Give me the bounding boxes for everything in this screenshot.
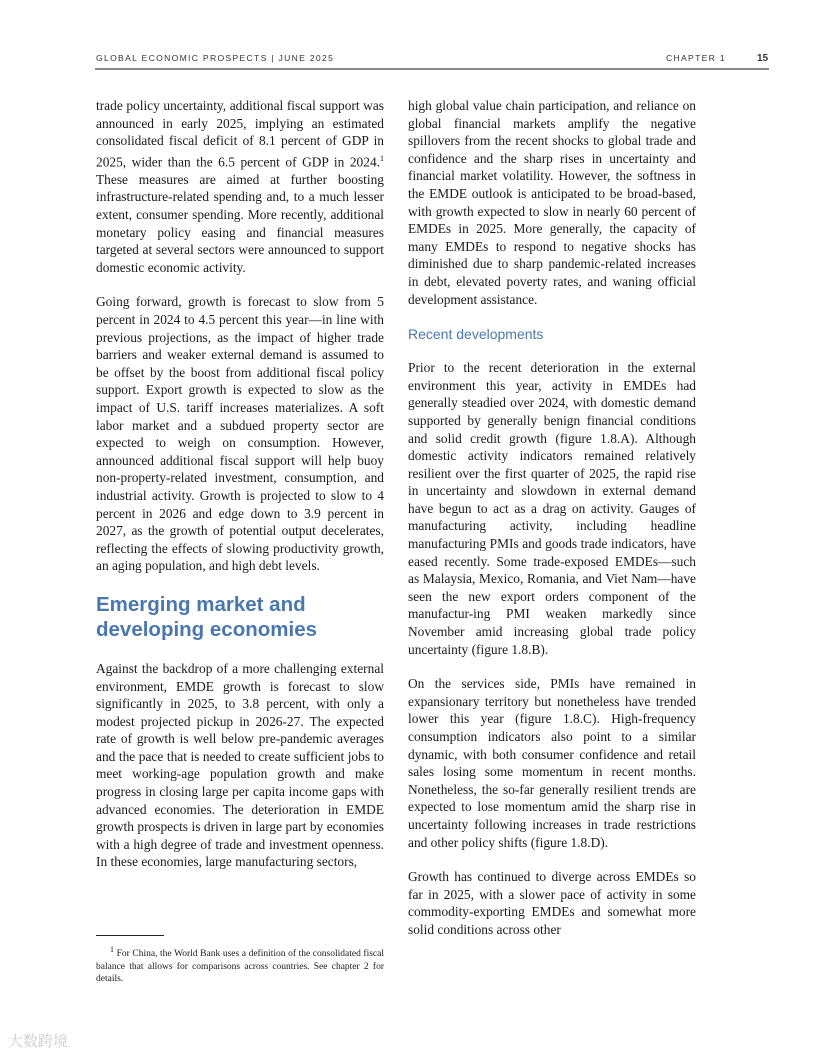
watermark-logo: 大数跨境 xyxy=(8,1032,69,1050)
page-number: 15 xyxy=(757,53,769,64)
text: These measures are aimed at further boosting infrastructure-related spending and, to a much lesser extent, consumer spending. More recently, additional monetary policy easing and financial measures targeted at several sectors were announced to support domestic economic activity. xyxy=(96,171,384,275)
paragraph: Growth has continued to diverge across EMDEs so far in 2025, with a slower pace of activity in some commodity-exporting EMDEs and somewhat more solid conditions across other xyxy=(408,869,696,937)
running-header: GLOBAL ECONOMIC PROSPECTS | JUNE 2025 xyxy=(96,53,335,63)
section-heading: Emerging market and developing economies xyxy=(96,592,317,641)
text: trade policy uncertainty, additional fiscal support was announced in early 2025, implying an estimated consolidated fiscal deficit of 8.1 percent of GDP in 2025, wider than the 6.5 percent of GDP in 2024. xyxy=(96,98,384,170)
paragraph xyxy=(96,97,384,276)
footnote-text: For China, the World Bank uses a definition of the consolidated fiscal balance that allows for comparisons across countries. See chapter 2 for details. xyxy=(96,949,384,985)
paragraph: Against the backdrop of a more challenging external environment, EMDE growth is forecast to slow significantly in 2025, to 3.8 percent, with only a modest projected pickup in 2026-27. The expected rate of growth is well below pre-pandemic averages and the pace that is needed to create sufficient jobs to meet working-age population growth and make progress in closing large per capita income gaps with advanced economies. The deterioration in EMDE growth prospects is driven in large part by economies with a high degree of trade and investment openness. In these economies, large manufacturing sectors, xyxy=(96,660,384,870)
paragraph: Prior to the recent deterioration in the external environment this year, activity in EMDEs had generally steadied over 2024, with domestic demand supported by generally benign financial conditions and solid credit growth (figure 1.8.A). Although domestic activity indicators remained relatively resilient over the first quarter of 2025, the rapid rise in uncertainty and slowdown in external demand have begun to act as a drag on activity. Gauges of manufacturing activity, including headline manufacturing PMIs and goods trade indicators, have eased recently. Some trade-exposed EMDEs—such as Malaysia, Mexico, Romania, and Viet Nam—have seen the new export orders component of the manufactur-ing PMI weaken markedly since November amid increasing global trade policy uncertainty (figure 1.8.B). xyxy=(408,360,696,657)
paragraph: On the services side, PMIs have remained in expansionary territory but nonetheless have trended lower this year (figure 1.8.C). High-frequency consumption indicators also point to a similar dynamic, with both consumer confidence and retail sales losing some momentum in recent months. Nonetheless, the so-far generally resilient trends are expected to lose momentum amid the sharp rise in uncertainty following increases in trade restrictions and other policy shifts (figure 1.8.D). xyxy=(408,676,696,850)
footnote-ref: 1 xyxy=(380,153,384,163)
paragraph: Going forward, growth is forecast to slow from 5 percent in 2024 to 4.5 percent this year—in line with previous projections, as the impact of higher trade barriers and weaker external demand is assumed to be offset by the boost from additional fiscal policy support. Export growth is expected to slow as the impact of U.S. tariff increases materializes. A soft labor market and a subdued property sector are expected to weigh on consumption. However, announced additional fiscal support will help buoy non-property-related investment, consumption, and industrial activity. Growth is projected to slow to 4 percent in 2026 and edge down to 3.9 percent in 2027, as the growth of potential output decelerates, reflecting the effects of slowing productivity growth, an aging population, and high debt levels. xyxy=(96,294,384,574)
footnote-rule xyxy=(96,935,164,936)
footnote xyxy=(96,944,384,986)
right-column xyxy=(408,97,696,956)
chapter-label: CHAPTER 1 xyxy=(666,53,726,63)
subsection-heading: Recent developments xyxy=(408,326,544,343)
paragraph: high global value chain participation, and reliance on global financial markets amplify the negative spillovers from the recent shocks to global trade and confidence and the sharp rises in uncertainty and financial market volatility. However, the softness in the EMDE outlook is anticipated to be broad-based, with growth expected to slow in nearly 60 percent of EMDEs in 2025. More generally, the capacity of many EMDEs to respond to negative shocks has diminished due to sharp pandemic-related increases in debt, elevated poverty rates, and waning official development assistance. xyxy=(408,98,696,307)
footnote-mark: 1 xyxy=(110,945,114,954)
header-rule xyxy=(95,68,769,70)
left-column xyxy=(96,97,384,888)
